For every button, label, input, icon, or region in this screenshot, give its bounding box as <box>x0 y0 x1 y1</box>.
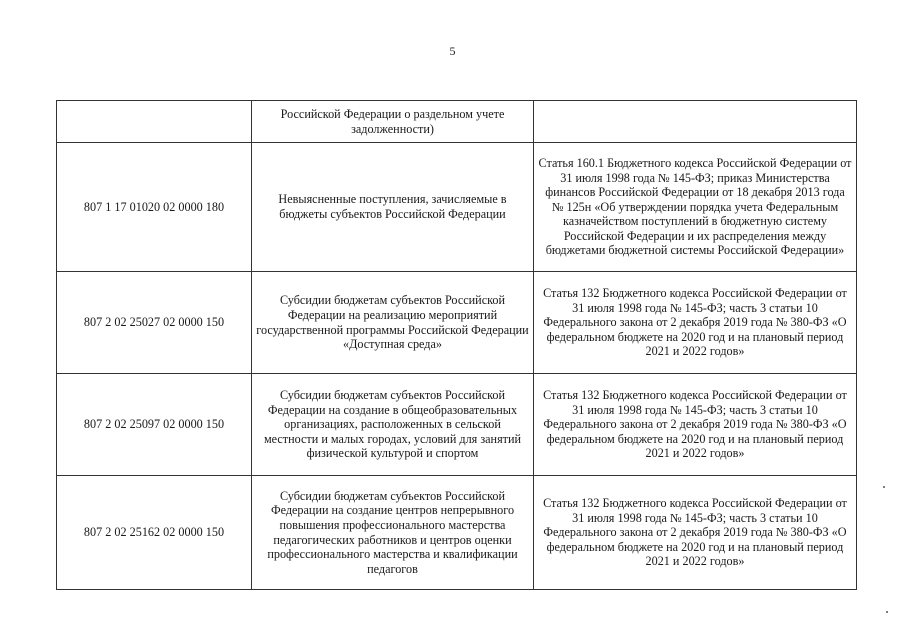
table-row <box>57 272 857 374</box>
legal-basis-cell: Статья 132 Бюджетного кодекса Российской Федерации от 31 июля 1998 года № 145-ФЗ; часть 3 статьи 10 Федерального закона от 2 декабря 2019 года № 380-ФЗ «О федеральном бюджете на 2020 год и на плановый период 2021 и 2022 годов» <box>534 476 857 590</box>
page-number: 5 <box>449 44 456 58</box>
scan-speck <box>886 611 888 613</box>
revenue-code-cell: 807 1 17 01020 02 0000 180 <box>57 143 252 272</box>
legal-basis-cell <box>534 101 857 143</box>
legal-basis-cell: Статья 132 Бюджетного кодекса Российской Федерации от 31 июля 1998 года № 145-ФЗ; часть 3 статьи 10 Федерального закона от 2 декабря 2019 года № 380-ФЗ «О федеральном бюджете на 2020 год и на плановый период 2021 и 2022 годов» <box>534 374 857 476</box>
table-row <box>57 143 857 272</box>
revenue-name-cell: Субсидии бюджетам субъектов Российской Федерации на создание центров непрерывного повышения профессионального мастерства педагогических работников и центров оценки профессионального мастерства и квалификации педагогов <box>252 476 534 590</box>
table-row <box>57 476 857 590</box>
scan-speck <box>883 486 885 488</box>
revenue-code-cell: 807 2 02 25162 02 0000 150 <box>57 476 252 590</box>
revenue-name-cell: Невыясненные поступления, зачисляемые в бюджеты субъектов Российской Федерации <box>252 143 534 272</box>
revenue-name-cell: Субсидии бюджетам субъектов Российской Федерации на реализацию мероприятий государственной программы Российской Федерации «Доступная среда» <box>252 272 534 374</box>
legal-basis-cell: Статья 132 Бюджетного кодекса Российской Федерации от 31 июля 1998 года № 145-ФЗ; часть 3 статьи 10 Федерального закона от 2 декабря 2019 года № 380-ФЗ «О федеральном бюджете на 2020 год и на плановый период 2021 и 2022 годов» <box>534 272 857 374</box>
table-row <box>57 374 857 476</box>
table-row <box>57 101 857 143</box>
revenue-codes-table <box>56 100 857 590</box>
legal-basis-cell: Статья 160.1 Бюджетного кодекса Российской Федерации от 31 июля 1998 года № 145-ФЗ; приказ Министерства финансов Российской Федерации от 18 декабря 2013 года № 125н «Об утверждении порядка учета Федеральным казначейством поступлений в бюджетную систему Российской Федерации и их распределения между бюджетами бюджетной системы Российской Федерации» <box>534 143 857 272</box>
revenue-code-cell: 807 2 02 25097 02 0000 150 <box>57 374 252 476</box>
revenue-name-cell: Субсидии бюджетам субъектов Российской Федерации на создание в общеобразовательных организациях, расположенных в сельской местности и малых городах, условий для занятий физической культурой и спортом <box>252 374 534 476</box>
revenue-code-cell: 807 2 02 25027 02 0000 150 <box>57 272 252 374</box>
revenue-name-cell: Российской Федерации о раздельном учете задолженности) <box>252 101 534 143</box>
revenue-code-cell <box>57 101 252 143</box>
